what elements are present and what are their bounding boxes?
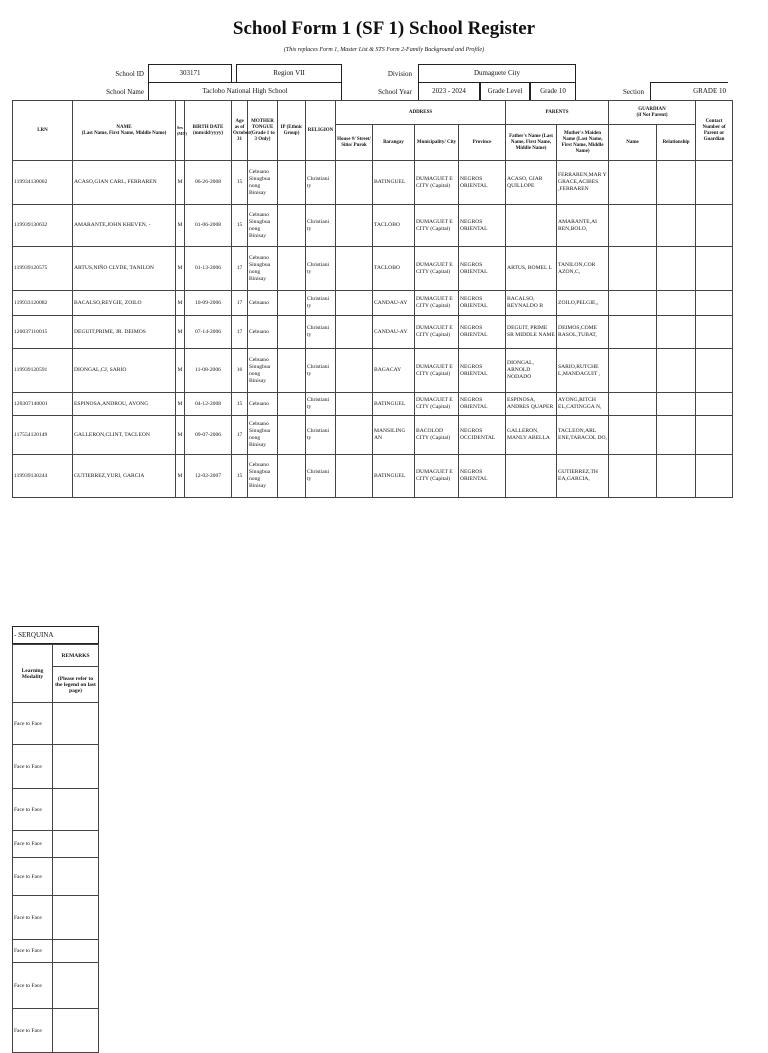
col-house: House #/ Street/ Sitio/ Purok — [336, 125, 373, 161]
cell-age: 15 — [232, 455, 248, 498]
cell-birth-date: 04-12-2008 — [185, 393, 232, 416]
cell-birth-date: 12-02-2007 — [185, 455, 232, 498]
cell-province: NEGROS ORIENTAL — [459, 455, 506, 498]
cell-father — [506, 455, 557, 498]
col-lrn: LRN — [13, 101, 73, 161]
cell-barangay: MANSILING AN — [373, 416, 415, 455]
table-row — [13, 161, 733, 205]
cell-province: NEGROS ORIENTAL — [459, 205, 506, 247]
cell-learning-modality: Face to Face — [13, 858, 53, 896]
grade-level-label: Grade Level — [480, 82, 530, 101]
cell-house — [336, 316, 373, 349]
cell-mother: AMARANTE,AI REN,BOLO, — [557, 205, 609, 247]
school-id-label: School ID — [115, 70, 144, 78]
cell-guardian-relationship — [657, 416, 696, 455]
cell-name: ACASO,GIAN CARL, FERRAREN — [73, 161, 176, 205]
cell-guardian-name — [609, 349, 657, 393]
cell-house — [336, 349, 373, 393]
cell-age: 17 — [232, 416, 248, 455]
cell-province: NEGROS ORIENTAL — [459, 316, 506, 349]
cell-name: AMARANTE,JOHN KHEVEN, - — [73, 205, 176, 247]
school-name-field: Taclobo National High School — [148, 82, 342, 101]
cell-remarks — [53, 963, 99, 1009]
cell-remarks — [53, 858, 99, 896]
table-row — [13, 316, 733, 349]
table-row — [13, 205, 733, 247]
col-sex: Sex (M/F) — [176, 101, 185, 161]
section-field: GRADE 10 — [650, 82, 728, 101]
cell-barangay: TACLOBO — [373, 247, 415, 291]
cell-mother-tongue: Cebuano Sinugbua nong Binisay — [248, 161, 278, 205]
cell-learning-modality: Face to Face — [13, 703, 53, 745]
col-religion: RELIGION — [306, 101, 336, 161]
cell-sex: M — [176, 316, 185, 349]
table-row — [13, 455, 733, 498]
cell-birth-date: 10-09-2006 — [185, 291, 232, 316]
cell-province: NEGROS ORIENTAL — [459, 247, 506, 291]
cell-religion: Christiani ty — [306, 316, 336, 349]
cell-ip — [278, 161, 306, 205]
cell-sex: M — [176, 393, 185, 416]
cell-ip — [278, 247, 306, 291]
cell-name: DIONGAL,CJ, SARIO — [73, 349, 176, 393]
col-guardian: GUARDIAN (if Not Parent) — [609, 101, 696, 125]
col-ip: IP (Ethnic Group) — [278, 101, 306, 161]
grade-level-field: Grade 10 — [530, 82, 576, 101]
cell-learning-modality: Face to Face — [13, 896, 53, 940]
cell-municipality: DUMAGUET E CITY (Capital) — [415, 205, 459, 247]
school-year-label: School Year — [378, 88, 412, 96]
cell-religion: Christiani ty — [306, 393, 336, 416]
cell-province: NEGROS ORIENTAL — [459, 349, 506, 393]
cell-municipality: DUMAGUET E CITY (Capital) — [415, 455, 459, 498]
cell-mother: DEIMOS,COME RASOL,TUBAT, — [557, 316, 609, 349]
cell-ip — [278, 416, 306, 455]
cell-mother-tongue: Cebuano — [248, 393, 278, 416]
cell-birth-date: 11-08-2006 — [185, 349, 232, 393]
cell-age: 17 — [232, 291, 248, 316]
cell-father: ACASO, GIAR QUILLOPE — [506, 161, 557, 205]
cell-name: GALLERON,CLINT, TACLEON — [73, 416, 176, 455]
cell-guardian-relationship — [657, 455, 696, 498]
cell-province: NEGROS OCCIDENTAL — [459, 416, 506, 455]
school-name-label: School Name — [106, 88, 144, 96]
cell-house — [336, 247, 373, 291]
table-row — [13, 247, 733, 291]
cell-father: BACALSO, REYNALDO B — [506, 291, 557, 316]
school-id-field: 303171 — [148, 64, 232, 83]
cell-contact — [696, 247, 733, 291]
col-father: Father's Name (Last Name, First Name, Middle Name) — [506, 125, 557, 161]
cell-learning-modality: Face to Face — [13, 789, 53, 831]
cell-learning-modality: Face to Face — [13, 963, 53, 1009]
cell-guardian-name — [609, 247, 657, 291]
cell-house — [336, 393, 373, 416]
cell-father: ARTUS, ROMEL L — [506, 247, 557, 291]
cell-contact — [696, 416, 733, 455]
cell-lrn: 119939120591 — [13, 349, 73, 393]
col-guardian-relationship: Relationship — [657, 125, 696, 161]
cell-lrn: 119939130244 — [13, 455, 73, 498]
col-mother: Mother's Maiden Name (Last Name, First Name, Middle Name) — [557, 125, 609, 161]
cell-contact — [696, 393, 733, 416]
col-learning-modality: Learning Modality — [13, 645, 53, 703]
col-barangay: Barangay — [373, 125, 415, 161]
cell-name: BACALSO,REYGIE, ZOILO — [73, 291, 176, 316]
cell-barangay: TACLOBO — [373, 205, 415, 247]
cell-contact — [696, 161, 733, 205]
cell-house — [336, 291, 373, 316]
cell-religion: Christiani ty — [306, 291, 336, 316]
cell-guardian-relationship — [657, 247, 696, 291]
table-row — [13, 745, 99, 789]
cell-sex: M — [176, 247, 185, 291]
cell-religion: Christiani ty — [306, 455, 336, 498]
cell-age: 15 — [232, 205, 248, 247]
cell-birth-date: 09-07-2006 — [185, 416, 232, 455]
cell-lrn: 119934130002 — [13, 161, 73, 205]
cell-lrn: 119939130632 — [13, 205, 73, 247]
cell-mother: ZOILO,PELGIE,, — [557, 291, 609, 316]
table-row — [13, 416, 733, 455]
form-title: School Form 1 (SF 1) School Register — [232, 18, 536, 39]
cell-sex: M — [176, 349, 185, 393]
cell-ip — [278, 291, 306, 316]
table-row — [13, 963, 99, 1009]
cell-religion: Christiani ty — [306, 205, 336, 247]
cell-lrn: 119939120575 — [13, 247, 73, 291]
cell-sex: M — [176, 161, 185, 205]
cell-name: DEGUIT,PRIME, JR. DEIMOS — [73, 316, 176, 349]
cell-ip — [278, 316, 306, 349]
cell-municipality: DUMAGUET E CITY (Capital) — [415, 393, 459, 416]
cell-age: 15 — [232, 161, 248, 205]
col-remarks: REMARKS — [53, 645, 99, 667]
cell-guardian-relationship — [657, 316, 696, 349]
table-row — [13, 703, 99, 745]
col-birth-date: BIRTH DATE (mm/dd/yyyy) — [185, 101, 232, 161]
cell-remarks — [53, 831, 99, 858]
cell-mother: GUTIERREZ,TH EA,GARCIA, — [557, 455, 609, 498]
cell-lrn: 119933120082 — [13, 291, 73, 316]
col-address: ADDRESS — [336, 101, 506, 125]
col-guardian-name: Name — [609, 125, 657, 161]
cell-age: 16 — [232, 349, 248, 393]
cell-house — [336, 205, 373, 247]
cell-contact — [696, 316, 733, 349]
cell-ip — [278, 205, 306, 247]
cell-lrn: 120307140001 — [13, 393, 73, 416]
division-field: Dumaguete City — [418, 64, 576, 83]
cell-lrn: 117554120149 — [13, 416, 73, 455]
side-page-title: - SERQUINA — [12, 626, 99, 644]
cell-municipality: BACOLOD CITY (Capital) — [415, 416, 459, 455]
cell-mother-tongue: Cebuano Sinugbua nong Binisay — [248, 247, 278, 291]
table-row — [13, 1009, 99, 1053]
cell-municipality: DUMAGUET E CITY (Capital) — [415, 247, 459, 291]
cell-lrn: 120037110015 — [13, 316, 73, 349]
cell-contact — [696, 205, 733, 247]
cell-mother-tongue: Cebuano Sinugbua nong Binisay — [248, 349, 278, 393]
cell-guardian-name — [609, 161, 657, 205]
col-name: NAME (Last Name, First Name, Middle Name) — [73, 101, 176, 161]
cell-sex: M — [176, 455, 185, 498]
cell-guardian-name — [609, 291, 657, 316]
division-label: Division — [387, 70, 412, 78]
cell-guardian-name — [609, 416, 657, 455]
cell-contact — [696, 455, 733, 498]
cell-age: 15 — [232, 393, 248, 416]
cell-guardian-name — [609, 316, 657, 349]
table-row — [13, 291, 733, 316]
cell-remarks — [53, 940, 99, 963]
col-contact: Contact Number of Parent or Guardian — [696, 101, 733, 161]
cell-learning-modality: Face to Face — [13, 745, 53, 789]
section-label: Section — [623, 88, 644, 96]
cell-mother-tongue: Cebuano Sinugbua nong Binisay — [248, 455, 278, 498]
cell-age: 17 — [232, 316, 248, 349]
cell-sex: M — [176, 205, 185, 247]
table-row — [13, 349, 733, 393]
cell-barangay: BAGACAY — [373, 349, 415, 393]
cell-sex: M — [176, 291, 185, 316]
cell-remarks — [53, 703, 99, 745]
table-row — [13, 858, 99, 896]
cell-father: GALLERON, MANLY ABELLA — [506, 416, 557, 455]
cell-guardian-relationship — [657, 393, 696, 416]
remarks-table — [12, 644, 99, 1053]
col-province: Province — [459, 125, 506, 161]
cell-contact — [696, 349, 733, 393]
cell-name: ARTUS,NIÑO CLYDE, TANILON — [73, 247, 176, 291]
cell-barangay: BATINGUEL — [373, 161, 415, 205]
cell-birth-date: 01-13-2006 — [185, 247, 232, 291]
cell-barangay: CANDAU-AY — [373, 316, 415, 349]
cell-municipality: DUMAGUET E CITY (Capital) — [415, 349, 459, 393]
cell-guardian-relationship — [657, 161, 696, 205]
cell-remarks — [53, 896, 99, 940]
cell-contact — [696, 291, 733, 316]
cell-father: DEGUIT, PRIME SR MIDDLE NAME — [506, 316, 557, 349]
cell-guardian-relationship — [657, 205, 696, 247]
register-table — [12, 100, 733, 498]
cell-guardian-relationship — [657, 349, 696, 393]
cell-mother: FERRAREN,MAR Y GRACE,ACIBES ,FERRAREN — [557, 161, 609, 205]
cell-religion: Christiani ty — [306, 247, 336, 291]
cell-religion: Christiani ty — [306, 161, 336, 205]
cell-municipality: DUMAGUET E CITY (Capital) — [415, 316, 459, 349]
cell-mother: AYONG,RITCH EL,CATINGGA N, — [557, 393, 609, 416]
cell-municipality: DUMAGUET E CITY (Capital) — [415, 291, 459, 316]
cell-house — [336, 455, 373, 498]
cell-barangay: BATINGUEL — [373, 455, 415, 498]
cell-remarks — [53, 789, 99, 831]
cell-learning-modality: Face to Face — [13, 1009, 53, 1053]
cell-mother: TACLEON,ARL ENE,TABACOL DO, — [557, 416, 609, 455]
table-row — [13, 393, 733, 416]
col-age: Age as of October 31 — [232, 101, 248, 161]
cell-name: GUTIERREZ,YURI, GARCIA — [73, 455, 176, 498]
cell-age: 17 — [232, 247, 248, 291]
cell-sex: M — [176, 416, 185, 455]
cell-ip — [278, 349, 306, 393]
cell-house — [336, 416, 373, 455]
cell-father: DIONGAL, ARNOLD NODADO — [506, 349, 557, 393]
cell-learning-modality: Face to Face — [13, 831, 53, 858]
cell-house — [336, 161, 373, 205]
col-municipality: Municipality/ City — [415, 125, 459, 161]
cell-guardian-name — [609, 393, 657, 416]
region-field: Region VII — [236, 64, 342, 83]
cell-father — [506, 205, 557, 247]
cell-guardian-name — [609, 205, 657, 247]
cell-mother-tongue: Cebuano — [248, 316, 278, 349]
form-subtitle: (This replaces Form 1, Master List & STS Form 2-Family Background and Profile) — [283, 47, 485, 53]
cell-birth-date: 01-06-2008 — [185, 205, 232, 247]
col-parents: PARENTS — [506, 101, 609, 125]
cell-learning-modality: Face to Face — [13, 940, 53, 963]
cell-guardian-name — [609, 455, 657, 498]
table-row — [13, 789, 99, 831]
cell-ip — [278, 455, 306, 498]
col-remarks-sub: (Please refer to the legend on last page) — [53, 667, 99, 703]
cell-guardian-relationship — [657, 291, 696, 316]
cell-name: ESPINOSA,ANDROU, AYONG — [73, 393, 176, 416]
cell-province: NEGROS ORIENTAL — [459, 393, 506, 416]
cell-barangay: BATINGUEL — [373, 393, 415, 416]
cell-mother: TANILON,COR AZON,C, — [557, 247, 609, 291]
cell-ip — [278, 393, 306, 416]
cell-father: ESPINOSA, ANDRES QUAPER — [506, 393, 557, 416]
cell-barangay: CANDAU-AY — [373, 291, 415, 316]
cell-municipality: DUMAGUET E CITY (Capital) — [415, 161, 459, 205]
cell-mother-tongue: Cebuano Sinugbua nong Binisay — [248, 205, 278, 247]
col-mother-tongue: MOTHER TONGUE (Grade 1 to 3 Only) — [248, 101, 278, 161]
cell-mother: SARIO,RUTCHE L,MANDAGUIT , — [557, 349, 609, 393]
cell-mother-tongue: Cebuano — [248, 291, 278, 316]
cell-mother-tongue: Cebuano Sinugbua nong Binisay — [248, 416, 278, 455]
cell-remarks — [53, 1009, 99, 1053]
cell-province: NEGROS ORIENTAL — [459, 161, 506, 205]
school-year-field: 2023 - 2024 — [418, 82, 480, 101]
cell-religion: Christiani ty — [306, 349, 336, 393]
cell-remarks — [53, 745, 99, 789]
cell-province: NEGROS ORIENTAL — [459, 291, 506, 316]
table-row — [13, 831, 99, 858]
cell-birth-date: 06-26-2008 — [185, 161, 232, 205]
cell-birth-date: 07-14-2006 — [185, 316, 232, 349]
table-row — [13, 940, 99, 963]
table-row — [13, 896, 99, 940]
cell-religion: Christiani ty — [306, 416, 336, 455]
